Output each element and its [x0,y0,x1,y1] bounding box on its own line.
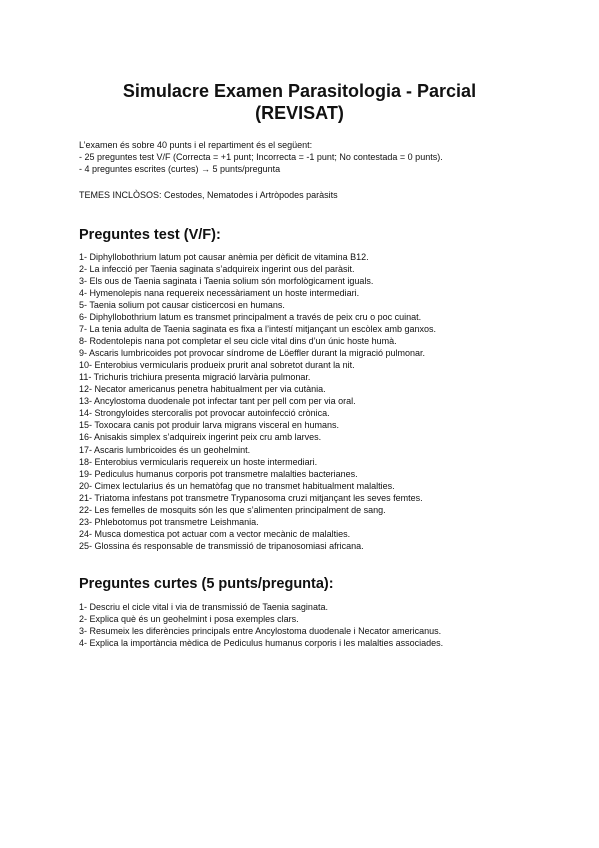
question-item: 8- Rodentolepis nana pot completar el seu cicle vital dins d’un únic hoste humà. [79,336,397,347]
question-item: 15- Toxocara canis pot produir larva migrans visceral en humans. [79,420,339,431]
topics-line: TEMES INCLÒSOS: Cestodes, Nematodes i Artròpodes paràsits [79,190,338,200]
question-item: 4- Explica la importància mèdica de Pediculus humanus corporis i les malalties associades. [79,638,444,649]
question-item: 22- Les femelles de mosquits són les que s’alimenten principalment de sang. [79,504,386,515]
question-item: 2- Explica què és un geohelmint i posa exemples clars. [79,614,299,625]
section-heading-test: Preguntes test (V/F): [79,227,221,243]
document-title-line-1: Simulacre Examen Parasitologia - Parcial [122,81,477,101]
document-title-line-2: (REVISAT) [255,103,344,123]
question-item: 5- Taenia solium pot causar cisticercosi en humans. [79,300,285,311]
question-item: 23- Phlebotomus pot transmetre Leishmania. [79,516,259,527]
question-item: 17- Ascaris lumbricoides és un geohelmint. [79,444,251,455]
short-question-list [79,601,559,649]
question-item: 16- Anisakis simplex s’adquireix ingerint peix cru amb larves. [79,432,322,443]
question-item: 3- Resumeix les diferències principals entre Ancylostoma duodenale i Necator americanus. [79,626,442,637]
question-item: 1- Diphyllobothrium latum pot causar anèmia per dèficit de vitamina B12. [79,252,369,262]
question-item: 13- Ancylostoma duodenale pot infectar tant per pell com per via oral. [79,396,356,407]
section-heading-short: Preguntes curtes (5 punts/pregunta): [79,576,334,592]
question-item: 6- Diphyllobothrium latum es transmet principalment a través de peix cru o poc cuinat. [79,312,422,323]
question-item: 25- Glossina és responsable de transmissió de tripanosomiasi africana. [79,540,364,551]
intro-line: - 25 preguntes test V/F (Correcta = +1 punt; Incorrecta = -1 punt; No contestada = 0 punts). [79,152,443,162]
question-item: 24- Musca domestica pot actuar com a vector mecànic de malalties. [79,528,351,539]
question-item: 1- Descriu el cicle vital i via de transmissió de Taenia saginata. [79,602,328,612]
intro-block [79,139,549,175]
question-item: 9- Ascaris lumbricoides pot provocar síndrome de Löeffler durant la migració pulmonar. [79,348,426,359]
question-item: 18- Enterobius vermicularis requereix un hoste intermediari. [79,456,318,467]
question-item: 19- Pediculus humanus corporis pot transmetre malalties bacterianes. [79,468,358,479]
test-question-list [79,251,559,552]
intro-line: - 4 preguntes escrites (curtes) → 5 punts/pregunta [79,164,281,174]
question-item: 10- Enterobius vermicularis produeix prurit anal sobretot durant la nit. [79,360,355,371]
question-item: 7- La tenia adulta de Taenia saginata es fixa a l’intestí mitjançant un escòlex amb ganxos. [79,324,437,335]
intro-line: L’examen és sobre 40 punts i el repartiment és el següent: [79,140,313,150]
question-item: 11- Trichuris trichiura presenta migració larvària pulmonar. [79,372,311,383]
question-item: 2- La infecció per Taenia saginata s’adquireix ingerint ous del paràsit. [79,264,355,275]
question-item: 21- Triatoma infestans pot transmetre Trypanosoma cruzi mitjançant les seves femtes. [79,492,423,503]
question-item: 4- Hymenolepis nana requereix necessàriament un hoste intermediari. [79,288,360,299]
question-item: 12- Necator americanus penetra habitualment per via cutània. [79,384,326,395]
question-item: 3- Els ous de Taenia saginata i Taenia solium són morfològicament iguals. [79,276,374,287]
question-item: 14- Strongyloides stercoralis pot provocar autoinfecció crònica. [79,408,330,419]
question-item: 20- Cimex lectularius és un hematòfag que no transmet habitualment malalties. [79,480,395,491]
